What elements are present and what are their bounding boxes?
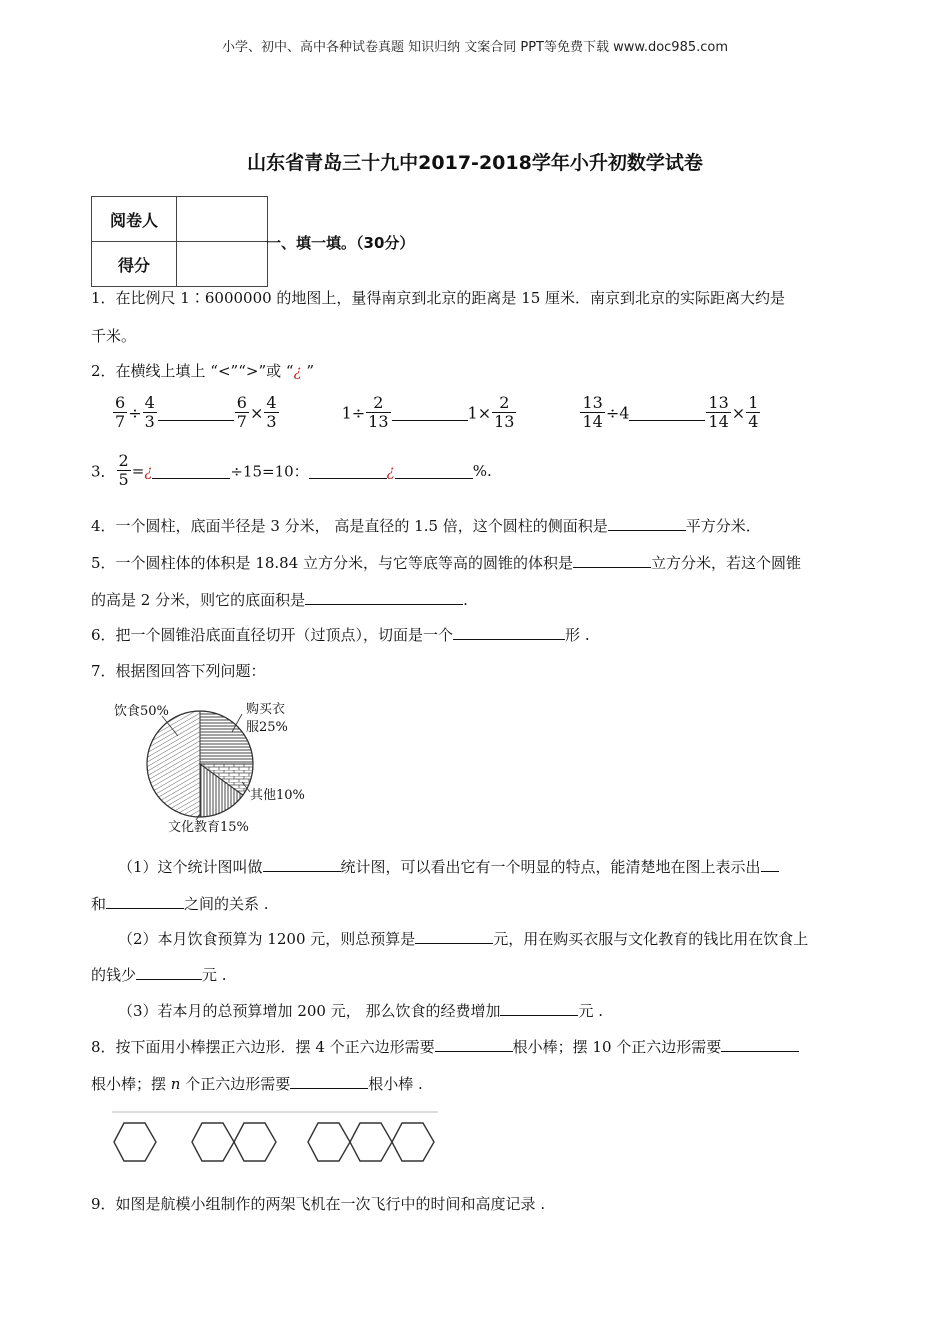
- pie-label-education: 文化教育15%: [168, 820, 249, 835]
- answer-blank[interactable]: [500, 1000, 578, 1016]
- fraction: $\frac{13}{14}$: [708, 393, 729, 432]
- pie-label-other: 其他10%: [250, 788, 305, 803]
- answer-blank[interactable]: [761, 856, 779, 872]
- answer-blank[interactable]: [152, 463, 230, 479]
- answer-blank[interactable]: [721, 1036, 799, 1052]
- question-7-sub2-cont: 的钱少 元 .: [91, 966, 227, 984]
- question-2-mark: ¿: [293, 362, 302, 380]
- score-cell[interactable]: [177, 242, 268, 287]
- hexagon: [192, 1123, 234, 1161]
- fraction: $\frac{6}{7}$: [236, 393, 247, 432]
- question-8-line2: 根小棒；摆 n 个正六边形需要 根小棒 .: [91, 1075, 423, 1093]
- question-2-expressions: [112, 394, 761, 432]
- answer-blank[interactable]: [395, 463, 473, 479]
- operator: ÷4: [605, 403, 630, 423]
- question-6: 6．把一个圆锥沿底面直径切开（过顶点），切面是一个 形 .: [91, 626, 590, 644]
- question-3-mark: ¿: [386, 461, 395, 480]
- score-table: [91, 196, 268, 287]
- pie-label-clothes-2: 服25%: [246, 720, 288, 735]
- answer-blank[interactable]: [263, 856, 341, 872]
- fraction: $\frac{2}{5}$: [118, 451, 129, 490]
- pie-label-food: 饮食50%: [114, 704, 169, 719]
- answer-blank[interactable]: [106, 893, 184, 909]
- pie-label-clothes-1: 购买衣: [246, 702, 286, 717]
- pie-slice: [147, 711, 200, 817]
- pie-chart: [92, 692, 332, 842]
- answer-blank[interactable]: [136, 964, 202, 980]
- fraction: $\frac{6}{7}$: [115, 393, 126, 432]
- score-label: 得分: [92, 242, 177, 287]
- question-7-sub3: （3）若本月的总预算增加 200 元， 那么饮食的经费增加 元 .: [118, 1002, 604, 1020]
- question-2: [91, 360, 314, 381]
- variable-n: n: [170, 1075, 181, 1093]
- question-2-text: 2．在横线上填上 “<”“>”或 “: [91, 362, 294, 380]
- reviewer-cell[interactable]: [177, 197, 268, 242]
- question-9: 9．如图是航模小组制作的两架飞机在一次飞行中的时间和高度记录 .: [91, 1195, 546, 1213]
- fraction: $\frac{13}{14}$: [582, 393, 603, 432]
- question-3-mark: ¿: [144, 461, 153, 480]
- fraction: $\frac{1}{4}$: [748, 393, 759, 432]
- question-8-line1: 8．按下面用小棒摆正六边形．摆 4 个正六边形需要 根小棒；摆 10 个正六边形需要: [91, 1036, 799, 1057]
- question-7-sub1-cont: 和 之间的关系 .: [91, 895, 269, 913]
- section-heading: 一、填一填。（30分）: [266, 234, 415, 252]
- question-1-line2: 千米。: [91, 327, 137, 345]
- question-1-line1: 1．在比例尺 1∶6000000 的地图上，量得南京到北京的距离是 15 厘米．南京到北京的实际距离大约是: [91, 289, 786, 307]
- answer-blank[interactable]: [392, 404, 468, 421]
- hexagon: [350, 1123, 392, 1161]
- answer-blank[interactable]: [158, 404, 234, 421]
- answer-blank[interactable]: [453, 624, 565, 640]
- hexagon: [392, 1123, 434, 1161]
- operator: ÷: [128, 403, 142, 423]
- question-3-number: 3．: [91, 462, 116, 481]
- fraction: $\frac{4}{3}$: [144, 393, 155, 432]
- answer-blank[interactable]: [305, 589, 463, 605]
- question-7: 7．根据图回答下列问题：: [91, 662, 266, 680]
- fraction: $\frac{4}{3}$: [266, 393, 277, 432]
- answer-blank[interactable]: [608, 515, 686, 531]
- operator: 1×: [467, 403, 492, 423]
- question-5-line2: 的高是 2 分米，则它的底面积是 .: [91, 591, 468, 609]
- question-3: 3． $\frac{2}{5}$ =¿ ÷15=10： ¿ %.: [91, 451, 492, 490]
- fraction: $\frac{2}{13}$: [368, 393, 389, 432]
- answer-blank[interactable]: [309, 463, 387, 479]
- hexagon: [234, 1123, 276, 1161]
- fraction: $\frac{2}{13}$: [494, 393, 515, 432]
- hexagon: [114, 1123, 156, 1161]
- question-7-sub2: （2）本月饮食预算为 1200 元，则总预算是 元，用在购买衣服与文化教育的钱比用在饮食上: [118, 930, 809, 948]
- hexagon-svg: [112, 1110, 442, 1172]
- reviewer-label: 阅卷人: [92, 197, 177, 242]
- answer-blank[interactable]: [573, 552, 651, 568]
- answer-blank[interactable]: [290, 1073, 368, 1089]
- hexagon: [308, 1123, 350, 1161]
- operator: 1÷: [341, 403, 366, 423]
- hexagon-figure: [112, 1110, 442, 1176]
- question-4: 4．一个圆柱，底面半径是 3 分米， 高是直径的 1.5 倍，这个圆柱的侧面积是 平方分米．: [91, 517, 761, 535]
- operator: ×: [731, 403, 746, 423]
- page-header: 小学、初中、高中各种试卷真题 知识归纳 文案合同 PPT等免费下载 www.doc985.com: [221, 40, 729, 55]
- page-title: 山东省青岛三十九中2017-2018学年小升初数学试卷: [247, 152, 703, 174]
- answer-blank[interactable]: [415, 928, 493, 944]
- question-2-text-end: ”: [301, 362, 315, 380]
- operator: ×: [249, 403, 264, 423]
- answer-blank[interactable]: [629, 404, 705, 421]
- question-7-sub1: （1）这个统计图叫做 统计图，可以看出它有一个明显的特点，能清楚地在图上表示出: [118, 856, 779, 877]
- question-5-line1: 5．一个圆柱体的体积是 18.84 立方分米，与它等底等高的圆锥的体积是 立方分米，若这个圆锥: [91, 554, 802, 572]
- answer-blank[interactable]: [435, 1036, 513, 1052]
